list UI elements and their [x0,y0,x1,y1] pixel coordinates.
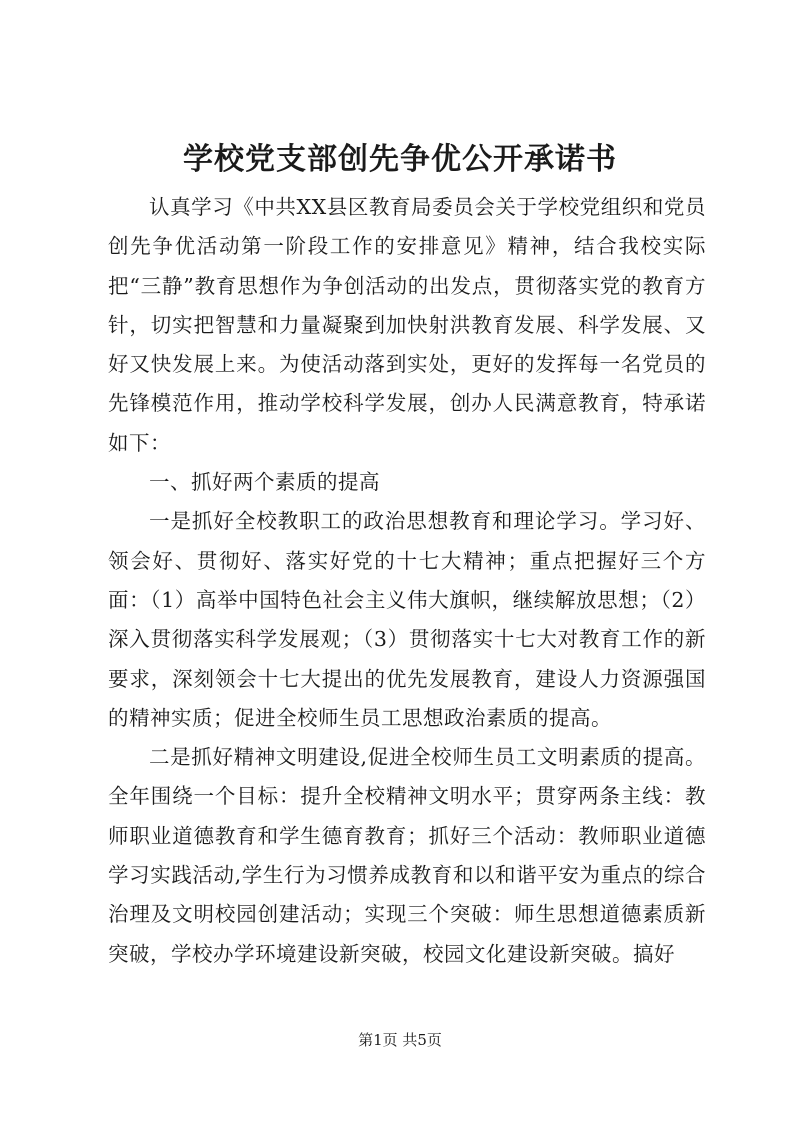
document-title: 学校党支部创先争优公开承诺书 [183,142,617,177]
paragraph-intro: 认真学习《中共XX县区教育局委员会关于学校党组织和党员创先争优活动第一阶段工作的安排意见》精神，结合我校实际把“三静”教育思想作为争创活动的出发点，贯彻落实党的教育方针，切实把智慧和力量凝聚到加快射洪教育发展、科学发展、又好又快发展上来。为使活动落到实处，更好的发挥每一名党员的先锋模范作用，推动学校科学发展，创办人民满意教育，特承诺如下： [108,195,706,455]
paragraph-spiritual-civilization: 二是抓好精神文明建设,促进全校师生员工文明素质的提高。全年围绕一个目标：提升全校精神文明水平；贯穿两条主线：教师职业道德教育和学生德育教育；抓好三个活动：教师职业道德学习实践活动,学生行为习惯养成教育和以和谐平安为重点的综合治理及文明校园创建活动；实现三个突破：师生思想道德素质新突破，学校办学环境建设新突破，校园文化建设新突破。搞好 [108,745,706,966]
paragraph-political-education: 一是抓好全校教职工的政治思想教育和理论学习。学习好、领会好、贯彻好、落实好党的十七大精神；重点把握好三个方面：（1）高举中国特色社会主义伟大旗帜，继续解放思想；（2）深入贯彻落实科学发展观；（3）贯彻落实十七大对教育工作的新要求，深刻领会十七大提出的优先发展教育，建设人力资源强国的精神实质；促进全校师生员工思想政治素质的提高。 [108,509,706,730]
document-body [108,188,706,974]
page-footer: 第1页 共5页 [358,1031,442,1049]
section-heading: 一、抓好两个素质的提高 [149,470,380,495]
